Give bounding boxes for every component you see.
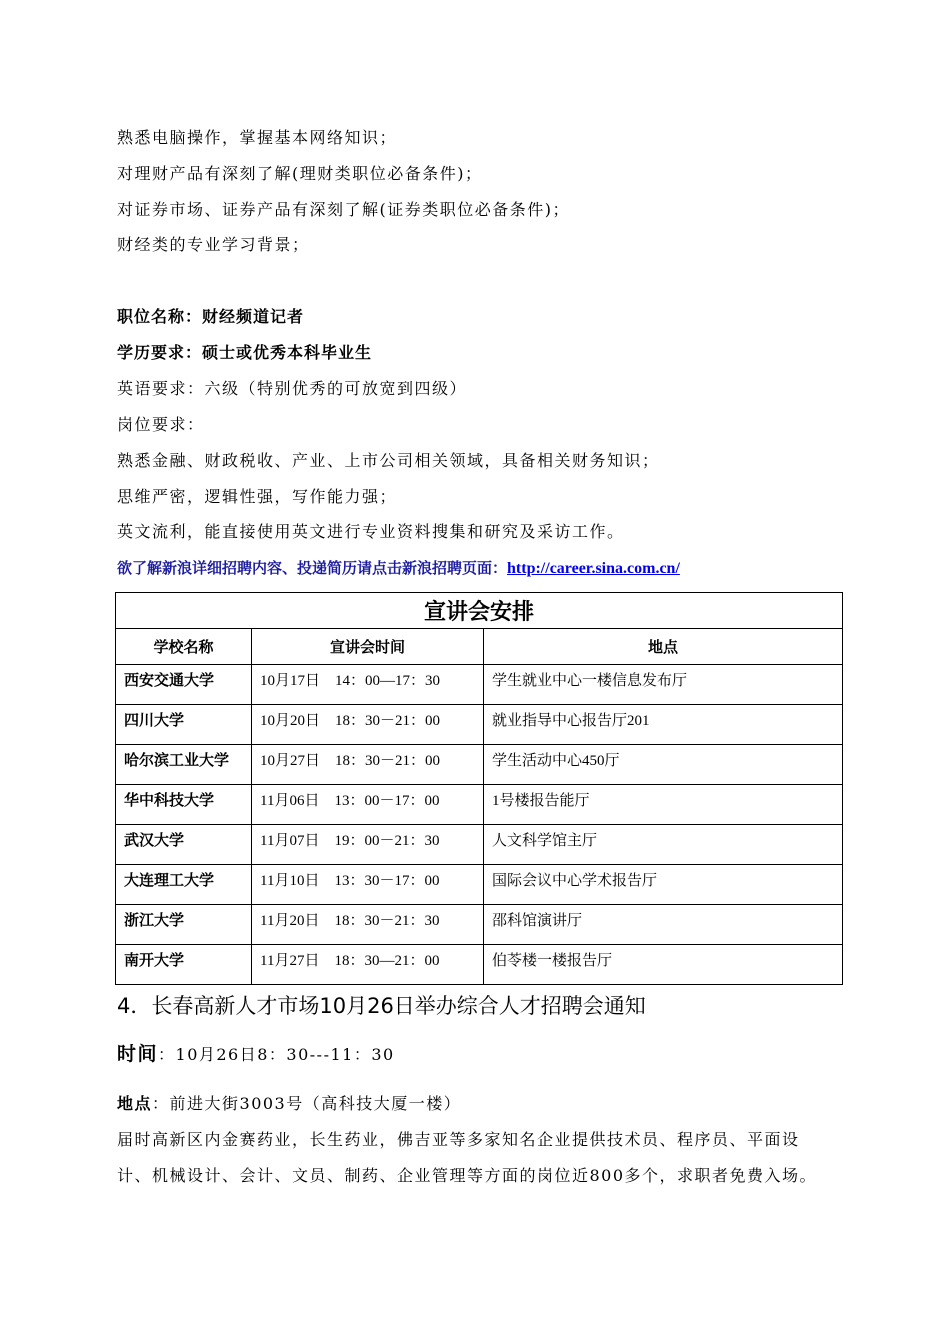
session-place: 邵科馆演讲厅	[484, 905, 843, 945]
school-name: 大连理工大学	[116, 865, 252, 905]
requirement-line: 财经类的专业学习背景；	[117, 235, 310, 254]
schedule-table	[115, 592, 843, 985]
session-place: 学生活动中心450厅	[484, 745, 843, 785]
job-req-line: 思维严密，逻辑性强，写作能力强；	[117, 487, 398, 506]
job-req-line: 英文流利，能直接使用英文进行专业资料搜集和研究及采访工作。	[117, 522, 625, 541]
session-place: 伯苓楼一楼报告厅	[484, 945, 843, 985]
table-row	[116, 825, 843, 865]
school-name: 武汉大学	[116, 825, 252, 865]
session-time: 10月20日 18：30－21：00	[252, 705, 484, 745]
session-place: 1号楼报告能厅	[484, 785, 843, 825]
session-time: 11月20日 18：30－21：30	[252, 905, 484, 945]
header-school: 学校名称	[116, 629, 252, 665]
table-row	[116, 945, 843, 985]
school-name: 浙江大学	[116, 905, 252, 945]
school-name: 华中科技大学	[116, 785, 252, 825]
school-name: 西安交通大学	[116, 665, 252, 705]
job-post-req-label: 岗位要求：	[117, 415, 205, 434]
table-row	[116, 865, 843, 905]
school-name: 南开大学	[116, 945, 252, 985]
place-label: 地点	[117, 1094, 153, 1113]
session-time: 10月17日 14：00—17：30	[252, 665, 484, 705]
school-name: 四川大学	[116, 705, 252, 745]
table-row	[116, 665, 843, 705]
job-req-line: 熟悉金融、财政税收、产业、上市公司相关领域，具备相关财务知识；	[117, 451, 660, 470]
job-english: 英语要求：六级（特别优秀的可放宽到四级）	[117, 379, 468, 398]
recruit-link-line	[117, 557, 680, 578]
header-time: 宣讲会时间	[252, 629, 484, 665]
session-time: 10月27日 18：30－21：00	[252, 745, 484, 785]
session-place: 国际会议中心学术报告厅	[484, 865, 843, 905]
time-value: ：10月26日8：30---11：30	[158, 1045, 395, 1064]
header-place: 地点	[484, 629, 843, 665]
recruit-link-text: 欲了解新浪详细招聘内容、投递简历请点击新浪招聘页面：	[117, 559, 508, 577]
place-value: ：前进大街3003号（高科技大厦一楼）	[152, 1094, 462, 1113]
table-row	[116, 705, 843, 745]
session-time: 11月27日 18：30—21：00	[252, 945, 484, 985]
section4-body-line: 届时高新区内金赛药业，长生药业，佛吉亚等多家知名企业提供技术员、程序员、平面设	[117, 1130, 800, 1149]
time-label: 时间	[117, 1043, 159, 1065]
session-time: 11月06日 13：00－17：00	[252, 785, 484, 825]
job-title: 职位名称：财经频道记者	[117, 307, 305, 326]
schedule-caption: 宣讲会安排	[116, 593, 843, 629]
job-education: 学历要求：硕士或优秀本科毕业生	[117, 343, 373, 362]
section4-heading: 4．长春高新人才市场10月26日举办综合人才招聘会通知	[117, 994, 646, 1018]
session-time: 11月07日 19：00－21：30	[252, 825, 484, 865]
requirement-line: 对证券市场、证券产品有深刻了解(证券类职位必备条件)；	[117, 200, 570, 219]
session-place: 学生就业中心一楼信息发布厅	[484, 665, 843, 705]
table-row	[116, 745, 843, 785]
section4-place-line	[117, 1093, 461, 1115]
school-name: 哈尔滨工业大学	[116, 745, 252, 785]
section4-time-line	[117, 1043, 395, 1066]
session-time: 11月10日 13：30－17：00	[252, 865, 484, 905]
requirement-line: 对理财产品有深刻了解(理财类职位必备条件)；	[117, 164, 483, 183]
session-place: 人文科学馆主厅	[484, 825, 843, 865]
career-link[interactable]: http://career.sina.com.cn/	[507, 560, 680, 577]
section4-body-line: 计、机械设计、会计、文员、制药、企业管理等方面的岗位近800多个，求职者免费入场。	[117, 1166, 818, 1185]
requirement-line: 熟悉电脑操作，掌握基本网络知识；	[117, 128, 398, 147]
table-row	[116, 905, 843, 945]
session-place: 就业指导中心报告厅201	[484, 705, 843, 745]
table-row	[116, 785, 843, 825]
